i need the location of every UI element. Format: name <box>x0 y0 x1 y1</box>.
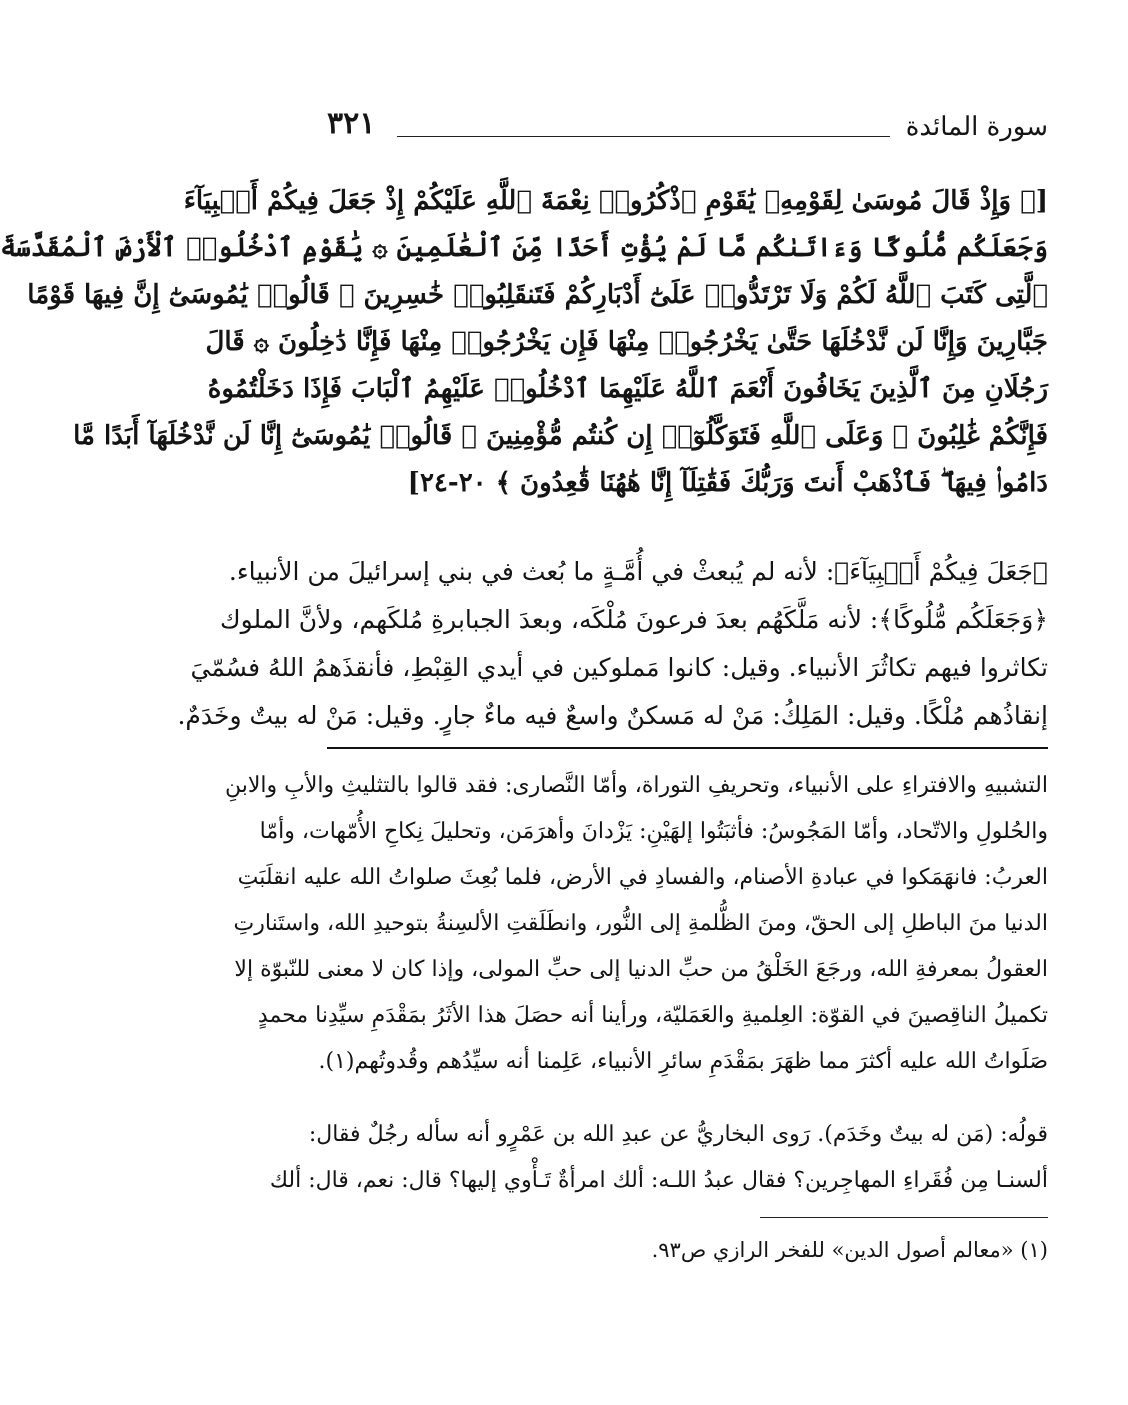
verse-line: ٱلَّتِى كَتَبَ ٱللَّهُ لَكُمْ وَلَا تَرْتَدُّوا۟ عَلَىٰٓ أَدْبَارِكُمْ فَتَنقَلِبُوا۟ خَٰسِرِينَ ۞ قَالُوا۟ يَٰمُوسَىٰٓ إِنَّ فِيهَا قَوْمًا <box>27 280 1048 310</box>
tafsir-line: تكاثروا فيهم تكاثُرَ الأنبياء. وقيل: كانوا مَملوكين في أيدي القِبْطِ، فأنقذَهمُ اللهُ فسُمّيَ <box>190 653 1048 682</box>
tafsir-line: إنقاذُهم مُلْكًا. وقيل: المَلِكُ: مَنْ له مَسكنٌ واسعٌ فيه ماءٌ جارٍ. وقيل: مَنْ له بيتٌ وخَدَمٌ. <box>177 701 1048 730</box>
commentary-line: صَلَواتُ الله عليه أكثرَ مما ظهَرَ بمَقْدَمِ سائرِ الأنبياء، عَلِمنا أنه سيِّدُهم وقُدوتُهم(١). <box>318 1049 1048 1074</box>
tafsir-line: ﴿جَعَلَ فِيكُمْ أَنۢبِيَآءَ﴾: لأنه لم يُبعثْ في أُمَّـةٍ ما بُعث في بني إسرائيلَ من الأنبياء. <box>228 557 1048 586</box>
page-header <box>327 106 1048 152</box>
commentary-divider <box>327 747 1048 749</box>
verse-line: وَجَعَلَكُم مُّلُوكًا وَءَاتَىٰكُم مَّا لَمْ يُؤْتِ أَحَدًا مِّنَ ٱلْعَٰلَمِينَ ۞ يَٰقَوْمِ ٱدْخُلُوا۟ ٱلْأَرْضَ ٱلْمُقَدَّسَةَ <box>0 233 1048 263</box>
commentary-line: التشبيهِ والافتراءِ على الأنبياء، وتحريفِ التوراة، وأمّا النَّصارى: فقد قالوا بالتثليثِ والأبِ والابنِ <box>224 773 1048 798</box>
commentary-line: العربُ: فانهَمَكوا في عبادةِ الأصنام، والفسادِ في الأرض، فلما بُعِثَ صلواتُ الله عليه انقلَبَتِ <box>237 865 1048 890</box>
verse-line: رَجُلَانِ مِنَ ٱلَّذِينَ يَخَافُونَ أَنْعَمَ ٱللَّهُ عَلَيْهِمَا ٱدْخُلُوا۟ عَلَيْهِمُ ٱلْبَابَ فَإِذَا دَخَلْتُمُوهُ <box>207 374 1048 404</box>
commentary-line: تكميلُ الناقِصينَ في القوّة: العِلميةِ والعَمَليّة، ورأينا أنه حصَلَ هذا الأثَرُ بمَقْدَمِ سيِّدِنا محمدٍ <box>257 1003 1048 1028</box>
tafsir-block <box>177 548 1048 740</box>
commentary-line: قولُه: (مَن له بيتٌ وخَدَم). رَوى البخاريُّ عن عبدِ الله بن عَمْرٍو أنه سأله رجُلٌ فقال: <box>308 1122 1048 1147</box>
commentary-line: ألسنـا مِن فُقَراءِ المهاجِرين؟ فقال عبدُ اللـه: ألك امرأةٌ تَـأْوي إليها؟ قال: نعم، قال: ألك <box>269 1168 1048 1193</box>
page-number: ٣٢١ <box>327 106 376 141</box>
tafsir-line: ﴿وَجَعَلَكُم مُّلُوكًا﴾: لأنه مَلَّكَهُم بعدَ فرعونَ مُلْكَه، وبعدَ الجبابرةِ مُلكَهم، ولأنَّ الملوك <box>220 605 1048 634</box>
verse-line: دَامُوا۟ فِيهَا ۖ فَٱذْهَبْ أَنتَ وَرَبُّكَ فَقَٰتِلَآ إِنَّا هَٰهُنَا قَٰعِدُونَ ﴾ ٢٠-٢٤] <box>407 468 1048 498</box>
verse-line: جَبَّارِينَ وَإِنَّا لَن نَّدْخُلَهَا حَتَّىٰ يَخْرُجُوا۟ مِنْهَا فَإِن يَخْرُجُوا۟ مِنْهَا فَإِنَّا دَٰخِلُونَ ۞ قَالَ <box>205 327 1048 357</box>
surah-title: سورة المائدة <box>905 112 1048 142</box>
footnote: (١) «معالم أصول الدين» للفخر الرازي ص٩٣. <box>651 1238 1048 1262</box>
quran-verse-block <box>0 178 1048 507</box>
verse-line: [﴿ وَإِذْ قَالَ مُوسَىٰ لِقَوْمِهِۦ يَٰقَوْمِ ٱذْكُرُوا۟ نِعْمَةَ ٱللَّهِ عَلَيْكُمْ إِذْ جَعَلَ فِيكُمْ أَنۢبِيَآءَ <box>183 186 1048 216</box>
verse-line: فَإِنَّكُمْ غَٰلِبُونَ ۚ وَعَلَى ٱللَّهِ فَتَوَكَّلُوٓا۟ إِن كُنتُم مُّؤْمِنِينَ ۞ قَالُوا۟ يَٰمُوسَىٰٓ إِنَّا لَن نَّدْخُلَهَآ أَبَدًا مَّا <box>73 421 1048 451</box>
footnote-divider <box>760 1217 1048 1218</box>
commentary-line: العقولُ بمعرفةِ الله، ورجَعَ الخَلْقُ من حبِّ الدنيا إلى حبِّ المولى، وإذا كان لا معنى للنّبوّة إلا <box>234 957 1048 982</box>
commentary-block <box>224 763 1048 1085</box>
header-rule <box>397 136 890 137</box>
commentary-block-2 <box>269 1112 1048 1204</box>
commentary-line: والحُلولِ والاتّحاد، وأمّا المَجُوسُ: فأثبَتُوا إلهَيْنِ: يَزْدانَ وأهرَمَن، وتحليلَ نِكاحِ الأُمّهات، وأمّا <box>259 819 1048 844</box>
commentary-line: الدنيا منَ الباطلِ إلى الحقّ، ومنَ الظُّلمةِ إلى النُّور، وانطَلَقتِ الألسِنةُ بتوحيدِ الله، واستَنارتِ <box>233 911 1048 936</box>
